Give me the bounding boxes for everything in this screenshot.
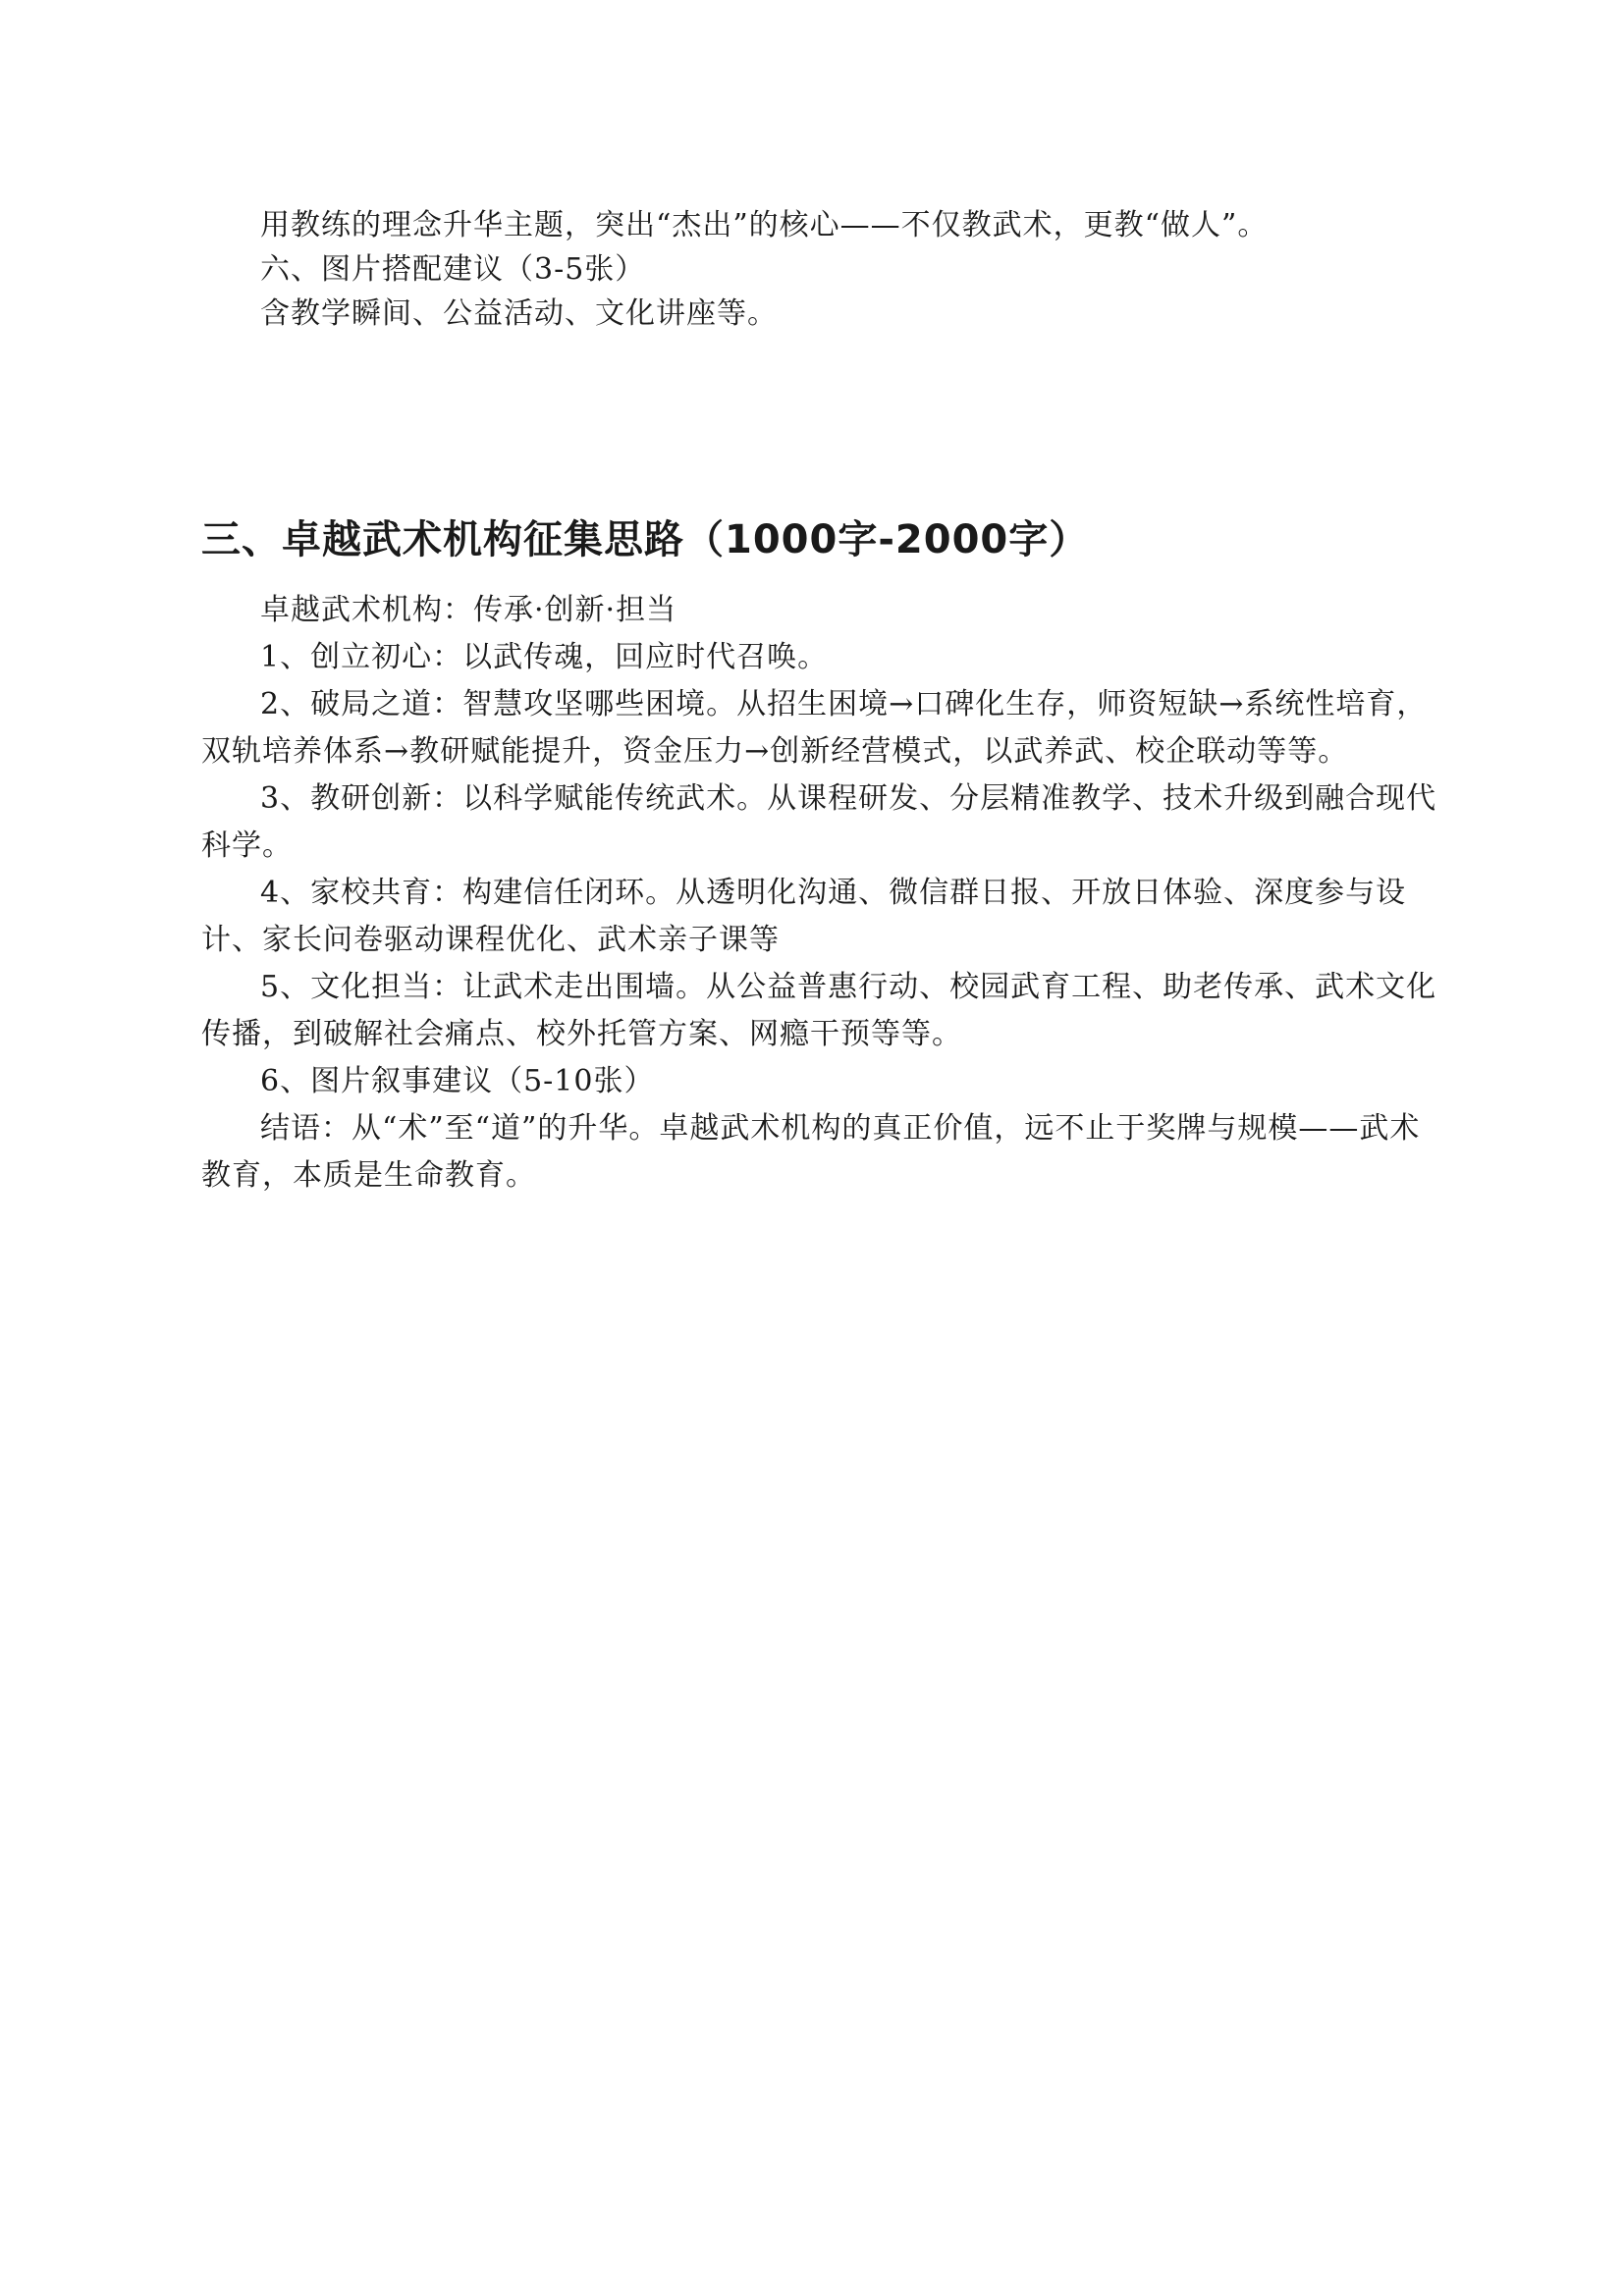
section-paragraph-item-3: 3、教研创新：以科学赋能传统武术。从课程研发、分层精准教学、技术升级到融合现代科学。	[201, 781, 1437, 863]
section-paragraph-item-2: 2、破局之道：智慧攻坚哪些困境。从招生困境→口碑化生存，师资短缺→系统性培育，双轨培养体系→教研赋能提升，资金压力→创新经营模式，以武养武、校企联动等等。	[201, 687, 1428, 769]
section-paragraph-item-5: 5、文化担当：让武术走出围墙。从公益普惠行动、校园武育工程、助老传承、武术文化传播，到破解社会痛点、校外托管方案、网瘾干预等等。	[201, 970, 1437, 1051]
document-page	[201, 0, 1437, 2296]
intro-paragraph-image-suggestion-title: 六、图片搭配建议（3-5张）	[260, 252, 646, 287]
section-paragraph-item-4: 4、家校共育：构建信任闭环。从透明化沟通、微信群日报、开放日体验、深度参与设计、家长问卷驱动课程优化、武术亲子课等	[201, 876, 1407, 957]
section-paragraph-item-6: 6、图片叙事建议（5-10张）	[260, 1064, 655, 1098]
intro-paragraph-image-content: 含教学瞬间、公益活动、文化讲座等。	[260, 296, 778, 331]
section-heading: 三、卓越武术机构征集思路（1000字-2000字）	[201, 517, 1090, 562]
section-body	[201, 587, 1440, 1200]
intro-paragraph-theme: 用教练的理念升华主题，突出“杰出”的核心——不仅教武术，更教“做人”。	[260, 208, 1269, 242]
section-paragraph-subtitle: 卓越武术机构：传承·创新·担当	[260, 593, 677, 627]
section-paragraph-item-1: 1、创立初心：以武传魂，回应时代召唤。	[260, 640, 829, 674]
intro-block	[201, 203, 1360, 336]
section-paragraph-conclusion: 结语：从“术”至“道”的升华。卓越武术机构的真正价值，远不止于奖牌与规模——武术教育，本质是生命教育。	[201, 1111, 1421, 1193]
